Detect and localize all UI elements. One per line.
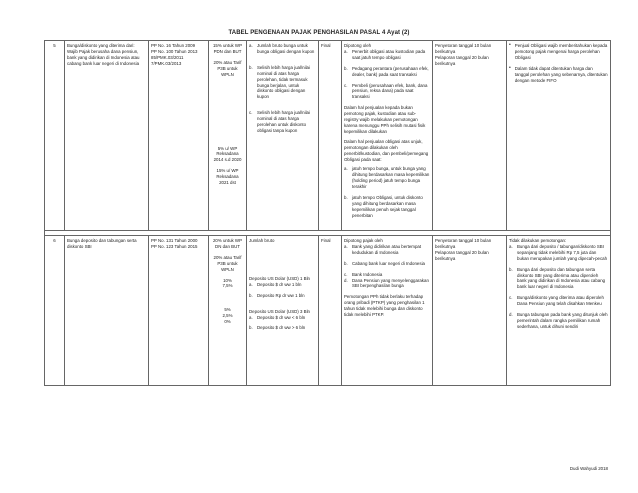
rate-value: 15% untuk WP PDN dan BUT: [212, 43, 243, 54]
list-item: b. Pedagang perantara (perusahaan efek, dealer, bank) pada saat transaksi: [344, 65, 429, 77]
list-item: • Penjual Obligasi wajib memberitahukan kepada pemotong pajak mengenai harga perolehan Obligasi: [509, 42, 608, 60]
regulation-text: PP No. 16 Tahun 2009 PP No. 100 Tahun 2013 85/PMK.03/2011 7/PMK.03/2013: [151, 43, 198, 66]
tax-table: [44, 40, 611, 386]
rate-value: 0%: [224, 319, 231, 325]
rate-cell: [209, 41, 247, 231]
payment-reporting: [433, 236, 507, 386]
withholder: [342, 41, 433, 231]
list-item: c. Bunga/diskonto yang diterima atau diperoleh Dana Pensiun yang telah disahkan Menkeu: [509, 295, 604, 307]
withholder-note: Dalam hal penjualan obligasi atas unjuk, pemotongan dilakukan oleh penerbit/kustodian, dan pembeli/pemegang Obligasi pada saat:: [344, 138, 429, 162]
income-object: Bunga/diskonto yang diterima dari: Wajib Pajak berusaha dana pensiun, bank yang didirikan di Indonesia atau cabang bank luar negeri di Indonesia: [65, 41, 149, 231]
tax-nature: Final: [319, 41, 342, 231]
list-item: a. Deposito $ dr ww < 6 bln: [249, 314, 306, 320]
list-item: b. Bunga dari deposito dan tabungan serta diskonto SBI yang diterima atau diperoleh bank yang didirikan di Indonesia atau cabang bank luar negeri di Indonesia: [509, 266, 606, 290]
list-item: b. Deposito Rp dr ww 1 bln: [249, 292, 305, 298]
notes: [507, 236, 611, 386]
notes-title: Tidak dilakukan pemotongan:: [509, 238, 567, 243]
list-item: c. Selisih lebih harga jual/nilai nominal di atas harga perolehan untuk diskonto obligasi tanpa kupon: [249, 110, 310, 133]
base-group-heading: Deposito US Dolar (USD) 1 Bln: [249, 275, 311, 281]
list-item: c. Pembeli (perusahaan efek, bank, dana pensiun, reksa dana) pada saat transaksi: [344, 82, 428, 100]
withholder-intro: Dipotong pajak oleh: [344, 238, 383, 243]
rate-value: 15% u/ WP Reksadana 2021 dst: [216, 168, 239, 186]
base-group-heading: Deposito US Dolar (USD) 3 Bln: [249, 308, 311, 314]
withholder-note: Pemotongan PPh tidak berlaku terhadap orang pribadi (PTKP) yang penghasilan 1 tahun tidak melebihi bunga dan diskonto tidak melebihi PTKP.: [344, 294, 425, 318]
regulation-text: PP No. 131 Tahun 2000 PP No. 123 Tahun 2015: [151, 238, 198, 249]
list-item: a. Bunga dari deposito / tabungan/diskonto SBI sepanjang tidak melebihi Rp 7,5 juta dan bukan merupakan jumlah yang dipecah-pecah: [509, 243, 608, 261]
base-title: Jumlah bruto: [249, 238, 275, 243]
payment-text: Penyetoran tanggal 10 bulan berikutnya Pelaporan tanggal 20 bulan berikutnya: [435, 43, 492, 66]
list-item: a. Penerbit obligasi atau kustodian pada saat jatuh tempo obligasi: [344, 48, 426, 60]
rate-value: 5% u/ WP Reksadana 2014 s.d 2020: [213, 145, 242, 163]
list-item: b. Selisih lebih harga jual/nilai nominal di atas harga perolehan, tidak termasuk bunga berjalan, untuk diskonto obligasi dengan kupon: [249, 64, 310, 100]
rate-value: 20% untuk WP DN dan BUT: [212, 238, 243, 249]
rate-value: 5%: [224, 307, 231, 313]
withholder-note: Dalam hal penjualan kepada bukan pemotong pajak, kustodian atau sub-registry wajib melakukan pemotongan karena menunggu PPh selisih mutasi fisik kepemilikan dilakukan: [344, 105, 426, 134]
list-item: • Dalam tidak dapat ditentukan harga dan tanggal perolehan yang sebenarnya, ditentukan dengan metode FIFO: [509, 64, 608, 83]
income-object: Bunga deposito dan tabungan serta diskonto SBI: [65, 236, 149, 386]
list-item: d. Dana Pensiun yang menyelenggarakan SBI berpenghasilan bunga: [344, 277, 429, 289]
regulation: [149, 236, 209, 386]
rate-cell: [209, 236, 247, 386]
notes: [507, 41, 611, 231]
tax-nature: Final: [319, 236, 342, 386]
rate-value: 10%: [223, 277, 232, 283]
rate-value: 2,5%: [222, 313, 233, 319]
table-row: [45, 41, 611, 231]
payment-reporting: [433, 41, 507, 231]
regulation: [149, 41, 209, 231]
list-item: a. Deposito $ dr ww 1 bln: [249, 281, 302, 287]
withholder: [342, 236, 433, 386]
table-row: [45, 236, 611, 386]
list-item: b. Cabang bank luar negeri di Indonesia: [344, 260, 425, 266]
list-item: c. Bank Indonesia: [344, 271, 383, 277]
list-item: a. Bank yang didirikan atau bertempat kedudukan di Indonesia: [344, 243, 422, 255]
withholder-intro: Dipotong oleh: [344, 43, 372, 48]
list-item: d. Bunga tabungan pada bank yang ditunjuk oleh pemerintah dalam rangka pemilikan rumah sederhana, untuk dihuni sendiri: [509, 312, 608, 329]
table-title: TABEL PENGENAAN PAJAK PENGHASILAN PASAL 4 Ayat (2): [228, 30, 410, 36]
row-number: 6: [45, 236, 65, 386]
rate-value: 7,5%: [222, 283, 233, 289]
tax-base: [247, 236, 319, 386]
row-number: 5: [45, 41, 65, 231]
rate-value: 20% atau Tarif P3B untuk WPLN: [213, 59, 242, 77]
rate-value: 20% atau Tarif P3B untuk WPLN: [213, 254, 242, 272]
payment-text: Penyetoran tanggal 10 bulan berikutnya Pelaporan tanggal 20 bulan berikutnya: [435, 238, 492, 261]
list-item: a. jatuh tempo bunga, untuk bunga yang dihitung berdasarkan masa kepemilikan (holding period) jatuh tempo bunga terakhir: [344, 166, 430, 190]
list-item: a. Jumlah bruto bunga untuk bunga obligasi dengan kupon: [249, 43, 315, 54]
list-item: b. jatuh tempo Obligasi, untuk diskonto yang dihitung berdasarkan masa kepemilikan penuh sejak tanggal penerbitan: [344, 195, 423, 218]
tax-base: [247, 41, 319, 231]
list-item: b. Deposito $ dr ww > 6 bln: [249, 325, 306, 331]
footer-author: Dudi Wahyudi 2018: [569, 466, 608, 471]
